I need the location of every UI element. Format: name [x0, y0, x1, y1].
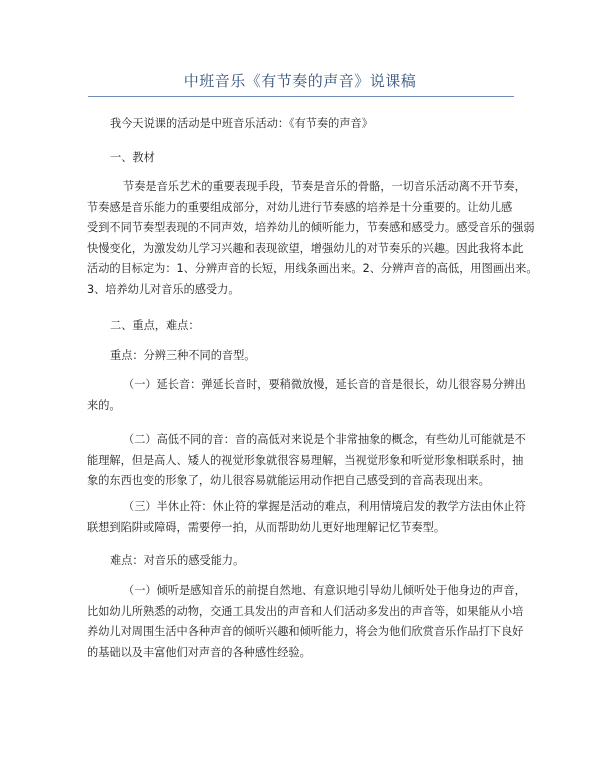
paragraph-line: （二）高低不同的音：音的高低对来说是个非常抽象的概念，有些幼儿可能就是不 [123, 433, 526, 446]
paragraph-line: （一）倾听是感知音乐的前提自然地、有意识地引导幼儿倾听处于他身边的声音， [123, 584, 526, 597]
paragraph-rhythm-intro [87, 177, 538, 300]
paragraph-line: 联想到陷阱或障碍，需要停一拍，从而帮助幼儿更好地理解记忆节奏型。 [87, 520, 446, 534]
paragraph-line: 比如幼儿所熟悉的动物，交通工具发出的声音和人们活动多发出的声音等，如果能从小培 [87, 604, 524, 618]
paragraph-line: 节奏是音乐艺术的重要表现手段，节奏是音乐的骨骼，一切音乐活动离不开节奏， [123, 180, 526, 193]
paragraph-line: （一）延长音：弹延长音时，要稍微放慢，延长音的音是很长，幼儿很容易分辨出 [123, 378, 526, 391]
paragraph-line: 快慢变化，为激发幼儿学习兴趣和表现欲望，增强幼儿的对节奏乐的兴趣。因此我将本此 [87, 241, 524, 255]
paragraph-line: 的基础以及丰富他们对声音的各种感性经验。 [87, 645, 311, 659]
document-title: 中班音乐《有节奏的声音》说课稿 [183, 72, 417, 90]
key-point-line [87, 346, 515, 367]
section-heading: 二、重点，难点： [110, 319, 200, 332]
paragraph-line: 来的。 [87, 398, 121, 412]
paragraph-line: 活动的目标定为：1、分辨声音的长短，用线条画出来。2、分辨声音的高低，用图画出来。 [87, 262, 538, 275]
title-divider [88, 96, 514, 97]
paragraph-line: 象的东西也变的形象了，幼儿很容易就能运用动作把自己感受到的音高表现出来。 [87, 474, 490, 487]
paragraph-line: （三）半休止符：休止符的掌握是活动的难点，利用情境启发的教学方法由休止符 [123, 500, 526, 513]
section-heading-key-points [87, 316, 515, 337]
intro-line: 我今天说课的活动是中班音乐活动：《有节奏的声音》 [110, 117, 373, 130]
item-extended-note [87, 375, 526, 416]
paragraph-line: 养幼儿对周围生活中各种声音的倾听兴趣和倾听能力，将会为他们欣赏音乐作品打下良好 [87, 625, 524, 638]
key-point-text: 重点：分辨三种不同的音型。 [110, 349, 256, 362]
difficult-point-text: 难点：对音乐的感受能力。 [110, 554, 245, 567]
section-heading: 一、教材 [110, 151, 155, 164]
item-listening [87, 581, 526, 663]
paragraph-line: 受到不同节奏型表现的不同声效，培养幼儿的倾听能力，节奏感和感受力。感受音乐的强弱 [87, 221, 535, 234]
item-half-rest [87, 497, 526, 538]
paragraph-line: 节奏感是音乐能力的重要组成部分，对幼儿进行节奏感的培养是十分重要的。让幼儿感 [87, 200, 513, 214]
intro-paragraph [87, 114, 515, 135]
paragraph-line: 能理解，但是高人、矮人的视觉形象就很容易理解，当视觉形象和听觉形象相联系时，抽 [87, 453, 524, 467]
paragraph-line: 3、培养幼儿对音乐的感受力。 [87, 282, 240, 296]
section-heading-textbook [87, 148, 515, 169]
item-pitch [87, 430, 526, 492]
difficult-point-line [87, 551, 515, 572]
